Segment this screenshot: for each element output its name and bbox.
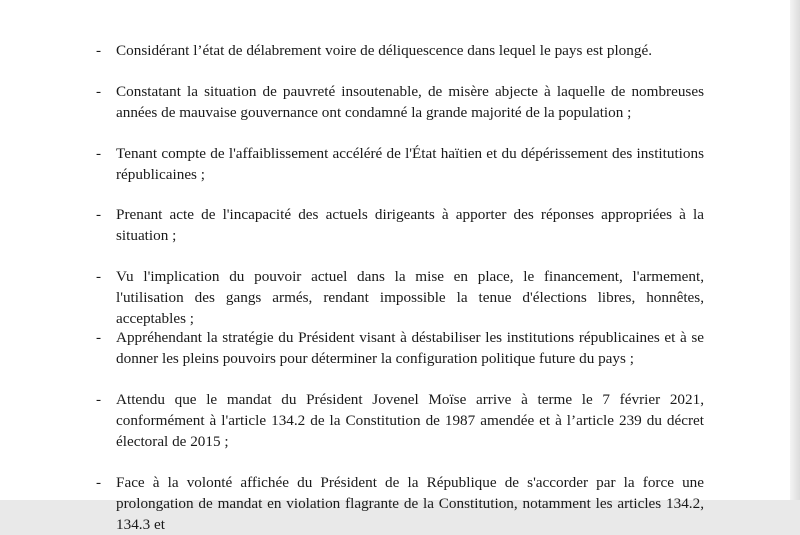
bullet-dash: - [96,329,102,346]
bullet-dash: - [96,42,102,59]
paragraph-text: Vu l'implication du pouvoir actuel dans la mise en place, le financement, l'armement, l'utilisation des gangs armés, rendant impossible la tenue d'élections libres, honnêtes, acceptables ; [116,268,704,327]
paragraph-text: Considérant l’état de délabrement voire de déliquescence dans lequel le pays est plongé. [116,42,653,59]
paragraph-text: Attendu que le mandat du Président Jovenel Moïse arrive à terme le 7 février 2021, conformément à l'article 134.2 de la Constitution de 1987 amendée et à l’article 239 du décret électoral de 2015 ; [116,391,704,450]
paragraph-text: Appréhendant la stratégie du Président visant à déstabiliser les institutions républicaines et à se donner les pleins pouvoirs pour déterminer la configuration politique future du pays ; [116,329,704,367]
paragraph-text: Face à la volonté affichée du Président de la République de s'accorder par la force une prolongation de mandat en violation flagrante de la Constitution, notamment les articles 134.2, 134.3 et [116,474,704,533]
paragraph-text: Prenant acte de l'incapacité des actuels dirigeants à apporter des réponses appropriées à la situation ; [116,206,704,244]
paragraph-text: Tenant compte de l'affaiblissement accéléré de l'État haïtien et du dépérissement des institutions républicaines ; [116,145,704,183]
bullet-dash: - [96,83,102,100]
bullet-dash: - [96,474,102,491]
bullet-dash: - [96,268,102,285]
bullet-dash: - [96,145,102,162]
bullet-dash: - [96,391,102,408]
paragraph-text: Constatant la situation de pauvreté insoutenable, de misère abjecte à laquelle de nombreuses années de mauvaise gouvernance ont condamné la grande majorité de la population ; [116,83,704,121]
page-edge [790,0,800,500]
bullet-dash: - [96,206,102,223]
